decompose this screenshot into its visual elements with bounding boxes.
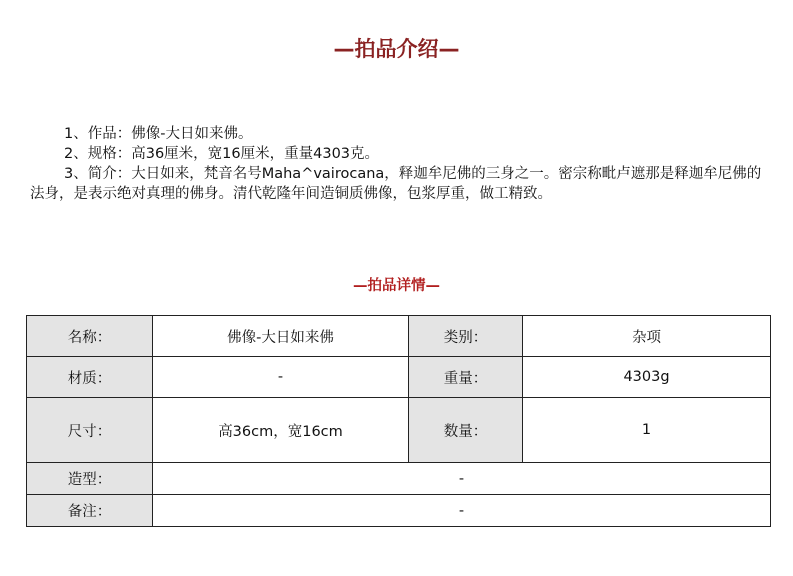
value-material: - xyxy=(153,357,409,398)
detail-title: —拍品详情— xyxy=(353,278,440,294)
table-row-shape xyxy=(27,463,771,495)
intro-text xyxy=(30,124,770,204)
value-weight: 4303g xyxy=(523,357,771,398)
label-weight: 重量： xyxy=(409,357,523,398)
value-size: 高36cm，宽16cm xyxy=(153,398,409,463)
value-shape: - xyxy=(153,463,771,495)
value-quantity: 1 xyxy=(523,398,771,463)
value-remarks: - xyxy=(153,495,771,527)
label-category: 类别： xyxy=(409,316,523,357)
label-material: 材质： xyxy=(27,357,153,398)
main-title: —拍品介绍— xyxy=(333,37,460,61)
intro-line-spec: 2、规格：高36厘米，宽16厘米，重量4303克。 xyxy=(64,146,380,162)
table-row-material xyxy=(27,357,771,398)
intro-line-work: 1、作品：佛像-大日如来佛。 xyxy=(64,126,253,142)
label-shape: 造型： xyxy=(27,463,153,495)
label-size: 尺寸： xyxy=(27,398,153,463)
value-category: 杂项 xyxy=(523,316,771,357)
intro-line-description: 3、简介：大日如来，梵音名号Maha^vairocana，释迦牟尼佛的三身之一。密宗称毗卢遮那是释迦牟尼佛的法身，是表示绝对真理的佛身。清代乾隆年间造铜质佛像，包浆厚重，做工精致。 xyxy=(30,166,762,202)
label-remarks: 备注： xyxy=(27,495,153,527)
value-name: 佛像-大日如来佛 xyxy=(153,316,409,357)
details-table xyxy=(26,315,771,527)
label-name: 名称： xyxy=(27,316,153,357)
table-row-size xyxy=(27,398,771,463)
table-row-remarks xyxy=(27,495,771,527)
table-row-name xyxy=(27,316,771,357)
label-quantity: 数量： xyxy=(409,398,523,463)
